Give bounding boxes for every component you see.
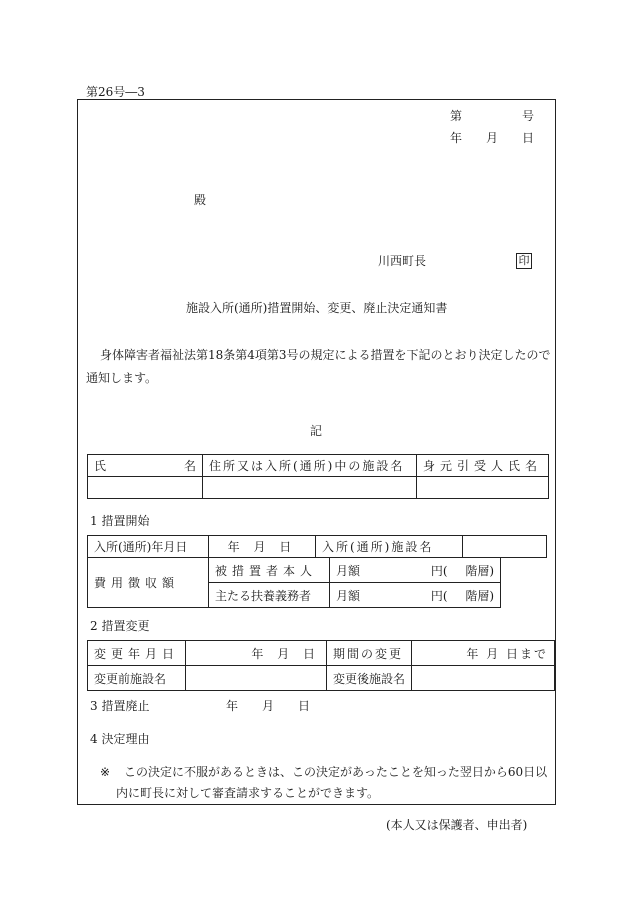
section3-heading: 3 措置廃止 — [90, 699, 150, 713]
section1-fee-table — [87, 557, 501, 608]
fee-supporter-monthly: 月額 — [330, 583, 402, 608]
section1-heading: 1 措置開始 — [90, 514, 150, 528]
issuer: 川西町長 — [378, 254, 427, 268]
name-label-a: 氏 — [94, 459, 107, 473]
note-mark: ※ — [100, 765, 111, 779]
fee-supporter-yen: 円( — [402, 583, 454, 608]
form-number: 第26号―3 — [86, 85, 145, 99]
recipient-table — [87, 454, 549, 499]
body-line-1: 身体障害者福祉法第18条第4項第3号の規定による措置を下記のとおり決定したので — [100, 348, 551, 362]
date-year: 年 — [450, 131, 463, 145]
section2-heading: 2 措置変更 — [90, 619, 150, 633]
fee-person-label: 被措置者本人 — [209, 558, 330, 583]
change-date-value[interactable]: 年 月 日 — [186, 641, 327, 666]
before-facility-value[interactable] — [186, 666, 327, 691]
footer-note: (本人又は保護者、申出者) — [386, 818, 528, 832]
address-value[interactable] — [203, 477, 417, 499]
date-month: 月 — [486, 131, 499, 145]
addressee-suffix: 殿 — [194, 193, 207, 207]
section2-table — [87, 640, 555, 691]
admission-date-value[interactable]: 年 月 日 — [209, 536, 316, 558]
address-label: 住所又は入所(通所)中の施設名 — [203, 455, 417, 477]
body-line-2: 通知します。 — [86, 371, 158, 385]
fee-person-yen: 円( — [402, 558, 454, 583]
section1-date-table — [87, 535, 547, 558]
after-facility-label: 変更後施設名 — [327, 666, 412, 691]
seal-mark: 印 — [516, 253, 532, 269]
change-date-label: 変更年月日 — [88, 641, 186, 666]
note-line-1: この決定に不服があるときは、この決定があったことを知った翌日から60日以 — [124, 765, 548, 779]
fee-supporter-label: 主たる扶養義務者 — [209, 583, 330, 608]
fee-label: 費用徴収額 — [88, 558, 209, 608]
admission-date-label: 入所(通所)年月日 — [88, 536, 209, 558]
period-value[interactable]: 年 月 日まで — [412, 641, 555, 666]
name-label-cell — [88, 455, 203, 477]
section3-date: 年 月 日 — [226, 699, 311, 713]
guardian-value[interactable] — [417, 477, 549, 499]
fee-supporter-tier: 階層) — [454, 583, 501, 608]
document-title: 施設入所(通所)措置開始、変更、廃止決定通知書 — [186, 301, 448, 315]
fee-person-monthly: 月額 — [330, 558, 402, 583]
guardian-label: 身元引受人氏名 — [417, 455, 549, 477]
before-facility-label: 変更前施設名 — [88, 666, 186, 691]
number-suffix: 号 — [522, 109, 535, 123]
date-day: 日 — [522, 131, 535, 145]
fee-person-tier: 階層) — [454, 558, 501, 583]
admission-facility-label: 入所(通所)施設名 — [316, 536, 463, 558]
section4-heading: 4 決定理由 — [90, 732, 150, 746]
note-line-2: 内に町長に対して審査請求することができます。 — [116, 786, 380, 800]
ki-heading: 記 — [310, 424, 323, 438]
admission-facility-value[interactable] — [463, 536, 547, 558]
name-value[interactable] — [88, 477, 203, 499]
number-prefix: 第 — [450, 109, 463, 123]
after-facility-value[interactable] — [412, 666, 555, 691]
name-label-b: 名 — [183, 459, 196, 473]
period-label: 期間の変更 — [327, 641, 412, 666]
